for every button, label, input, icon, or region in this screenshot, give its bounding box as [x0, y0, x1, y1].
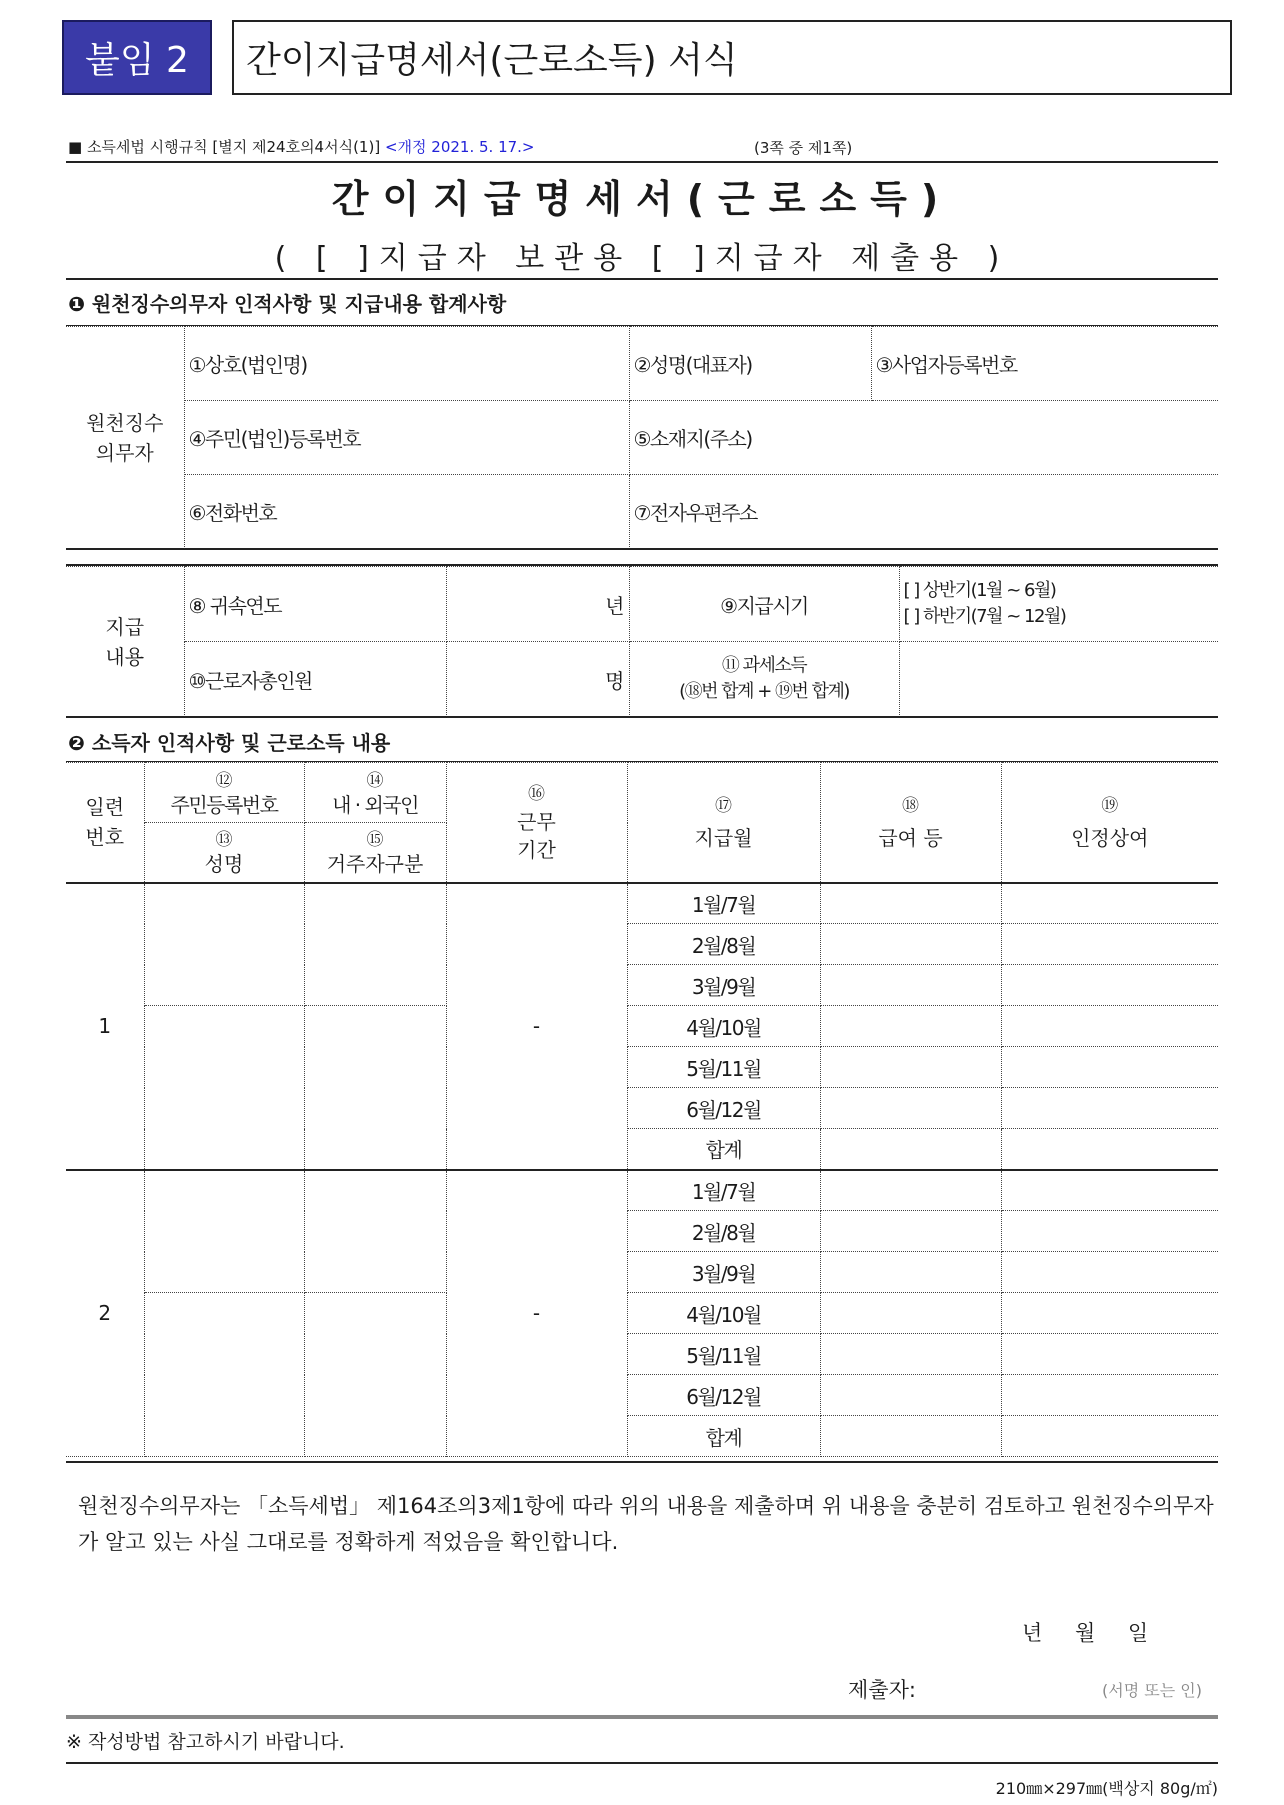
col12-num: ⑫	[215, 770, 233, 791]
second-half-checkbox[interactable]: [ ] 하반기(7월 ~ 12월)	[903, 606, 1066, 627]
business-reg-number-field[interactable]: ③사업자등록번호	[871, 327, 1218, 401]
form-subtitle: ( [ ]지급자 보관용 [ ]지급자 제출용 )	[274, 241, 1010, 276]
taxable-income-field[interactable]	[899, 642, 1218, 717]
bonus-cell[interactable]	[1001, 1375, 1218, 1416]
signature-hint[interactable]: (서명 또는 인)	[1102, 1681, 1202, 1700]
resident-reg-number-field[interactable]: ④주민(법인)등록번호	[184, 401, 629, 475]
work-period-cell[interactable]: -	[446, 883, 627, 1170]
col14-num: ⑭	[366, 770, 384, 791]
payment-period-label: ⑨지급시기	[629, 567, 899, 642]
month-label: 5월/11월	[627, 1047, 820, 1088]
col17-label: 지급월	[694, 826, 753, 851]
month-label: 3월/9월	[627, 1252, 820, 1293]
bonus-cell[interactable]	[1001, 965, 1218, 1006]
month-label: 1월/7월	[627, 883, 820, 924]
salary-cell[interactable]	[820, 1170, 1001, 1211]
salary-cell[interactable]	[820, 883, 1001, 924]
attachment-tag: 붙임 2	[62, 20, 212, 95]
representative-name-field[interactable]: ②성명(대표자)	[629, 327, 871, 401]
section1-title: ❶ 원천징수의무자 인적사항 및 지급내용 합계사항	[68, 292, 507, 316]
bonus-cell[interactable]	[1001, 883, 1218, 924]
col-resident-number	[144, 763, 304, 823]
form-law-reference	[68, 136, 535, 157]
salary-cell[interactable]	[820, 1006, 1001, 1047]
work-period-cell[interactable]: -	[446, 1170, 627, 1457]
salary-cell[interactable]	[820, 1088, 1001, 1129]
name-cell[interactable]	[144, 1006, 304, 1170]
salary-cell[interactable]	[820, 1375, 1001, 1416]
bonus-cell[interactable]	[1001, 1047, 1218, 1088]
col-nationality	[304, 763, 446, 823]
salary-cell[interactable]	[820, 1334, 1001, 1375]
total-workers-field[interactable]: 명	[446, 642, 629, 717]
col15-num: ⑮	[366, 830, 384, 851]
paper-spec: 210㎜×297㎜(백상지 80g/㎡)	[995, 1779, 1218, 1798]
salary-cell[interactable]	[820, 1293, 1001, 1334]
divider	[66, 1762, 1218, 1764]
divider	[66, 716, 1218, 718]
col18-label: 급여 등	[878, 826, 943, 851]
declaration-text: 원천징수의무자는 「소득세법」 제164조의3제1항에 따라 위의 내용을 제출하며 위 내용을 충분히 검토하고 원천징수의무자가 알고 있는 사실 그대로를 정확하게 적었음을 확인합니다.	[78, 1494, 1214, 1554]
page-title: 간이지급명세서(근로소득) 서식	[232, 20, 1232, 95]
income-detail-table	[66, 762, 1218, 1457]
bonus-cell[interactable]	[1001, 1170, 1218, 1211]
page-count: (3쪽 중 제1쪽)	[754, 139, 853, 157]
taxable-income-label	[629, 642, 899, 717]
bonus-cell[interactable]	[1001, 1416, 1218, 1457]
nationality-cell[interactable]	[304, 883, 446, 1006]
month-label: 4월/10월	[627, 1006, 820, 1047]
phone-field[interactable]: ⑥전화번호	[184, 475, 629, 549]
taxable-income-title: ⑪ 과세소득	[721, 655, 807, 676]
payment-period-options	[899, 567, 1218, 642]
col-name	[144, 823, 304, 883]
residency-cell[interactable]	[304, 1006, 446, 1170]
month-label: 합계	[627, 1129, 820, 1170]
first-half-checkbox[interactable]: [ ] 상반기(1월 ~ 6월)	[903, 580, 1056, 601]
col-residency	[304, 823, 446, 883]
col17-num: ⑰	[715, 796, 732, 817]
payment-info-table	[66, 566, 1218, 717]
withholder-label: 원천징수 의무자	[66, 327, 184, 549]
month-label: 2월/8월	[627, 1211, 820, 1252]
col12-label: 주민등록번호	[170, 792, 278, 817]
month-label: 6월/12월	[627, 1375, 820, 1416]
bonus-cell[interactable]	[1001, 1088, 1218, 1129]
col-work-period	[446, 763, 627, 883]
col-salary	[820, 763, 1001, 883]
form-title: 간이지급명세서(근로소득)	[331, 177, 953, 221]
divider	[66, 548, 1218, 550]
divider	[66, 1461, 1218, 1463]
nationality-cell[interactable]	[304, 1170, 446, 1293]
bonus-cell[interactable]	[1001, 1334, 1218, 1375]
revision-date: <개정 2021. 5. 17.>	[384, 138, 535, 156]
col13-num: ⑬	[215, 830, 233, 851]
submitter-label: 제출자:	[848, 1678, 916, 1702]
attribution-year-field[interactable]: 년	[446, 567, 629, 642]
bonus-cell[interactable]	[1001, 924, 1218, 965]
section2-title: ❷ 소득자 인적사항 및 근로소득 내용	[68, 731, 391, 755]
instruction-note: ※ 작성방법 참고하시기 바랍니다.	[66, 1731, 345, 1753]
col14-label: 내 · 외국인	[332, 792, 418, 817]
total-workers-label: ⑩근로자총인원	[184, 642, 446, 717]
date-line[interactable]: 년 월 일	[1022, 1621, 1149, 1645]
attribution-year-label: ⑧ 귀속연도	[184, 567, 446, 642]
col-recognized-bonus	[1001, 763, 1218, 883]
col18-num: ⑱	[902, 796, 919, 817]
salary-cell[interactable]	[820, 1129, 1001, 1170]
col16-label: 근무 기간	[517, 810, 556, 863]
month-label: 5월/11월	[627, 1334, 820, 1375]
bonus-cell[interactable]	[1001, 1252, 1218, 1293]
month-label: 1월/7월	[627, 1170, 820, 1211]
col-payment-month	[627, 763, 820, 883]
col15-label: 거주자구분	[326, 852, 424, 877]
divider	[66, 1715, 1218, 1719]
month-label: 3월/9월	[627, 965, 820, 1006]
col19-label: 인정상여	[1071, 826, 1149, 851]
bonus-cell[interactable]	[1001, 1129, 1218, 1170]
taxable-income-formula: (⑱번 합계 + ⑲번 합계)	[679, 681, 849, 702]
record-serial: 1	[66, 883, 144, 1170]
col19-num: ⑲	[1101, 796, 1119, 817]
residency-cell[interactable]	[304, 1293, 446, 1457]
bonus-cell[interactable]	[1001, 1211, 1218, 1252]
salary-cell[interactable]	[820, 1047, 1001, 1088]
resident-number-cell[interactable]	[144, 883, 304, 1006]
col16-num: ⑯	[528, 784, 545, 805]
bonus-cell[interactable]	[1001, 1006, 1218, 1047]
company-name-field[interactable]: ①상호(법인명)	[184, 327, 629, 401]
month-label: 2월/8월	[627, 924, 820, 965]
month-label: 4월/10월	[627, 1293, 820, 1334]
salary-cell[interactable]	[820, 924, 1001, 965]
salary-cell[interactable]	[820, 1416, 1001, 1457]
month-label: 합계	[627, 1416, 820, 1457]
divider	[66, 161, 1218, 163]
bonus-cell[interactable]	[1001, 1293, 1218, 1334]
col-serial: 일련 번호	[66, 763, 144, 883]
salary-cell[interactable]	[820, 1211, 1001, 1252]
month-label: 6월/12월	[627, 1088, 820, 1129]
col13-label: 성명	[204, 852, 244, 877]
resident-number-cell[interactable]	[144, 1170, 304, 1293]
record-serial: 2	[66, 1170, 144, 1457]
name-cell[interactable]	[144, 1293, 304, 1457]
payment-label: 지급 내용	[66, 567, 184, 717]
divider	[66, 278, 1218, 280]
withholder-info-table	[66, 326, 1218, 549]
address-field[interactable]: ⑤소재지(주소)	[629, 401, 1218, 475]
email-field[interactable]: ⑦전자우편주소	[629, 475, 1218, 549]
salary-cell[interactable]	[820, 1252, 1001, 1293]
law-text: ■ 소득세법 시행규칙 [별지 제24호의4서식(1)]	[68, 138, 381, 156]
salary-cell[interactable]	[820, 965, 1001, 1006]
